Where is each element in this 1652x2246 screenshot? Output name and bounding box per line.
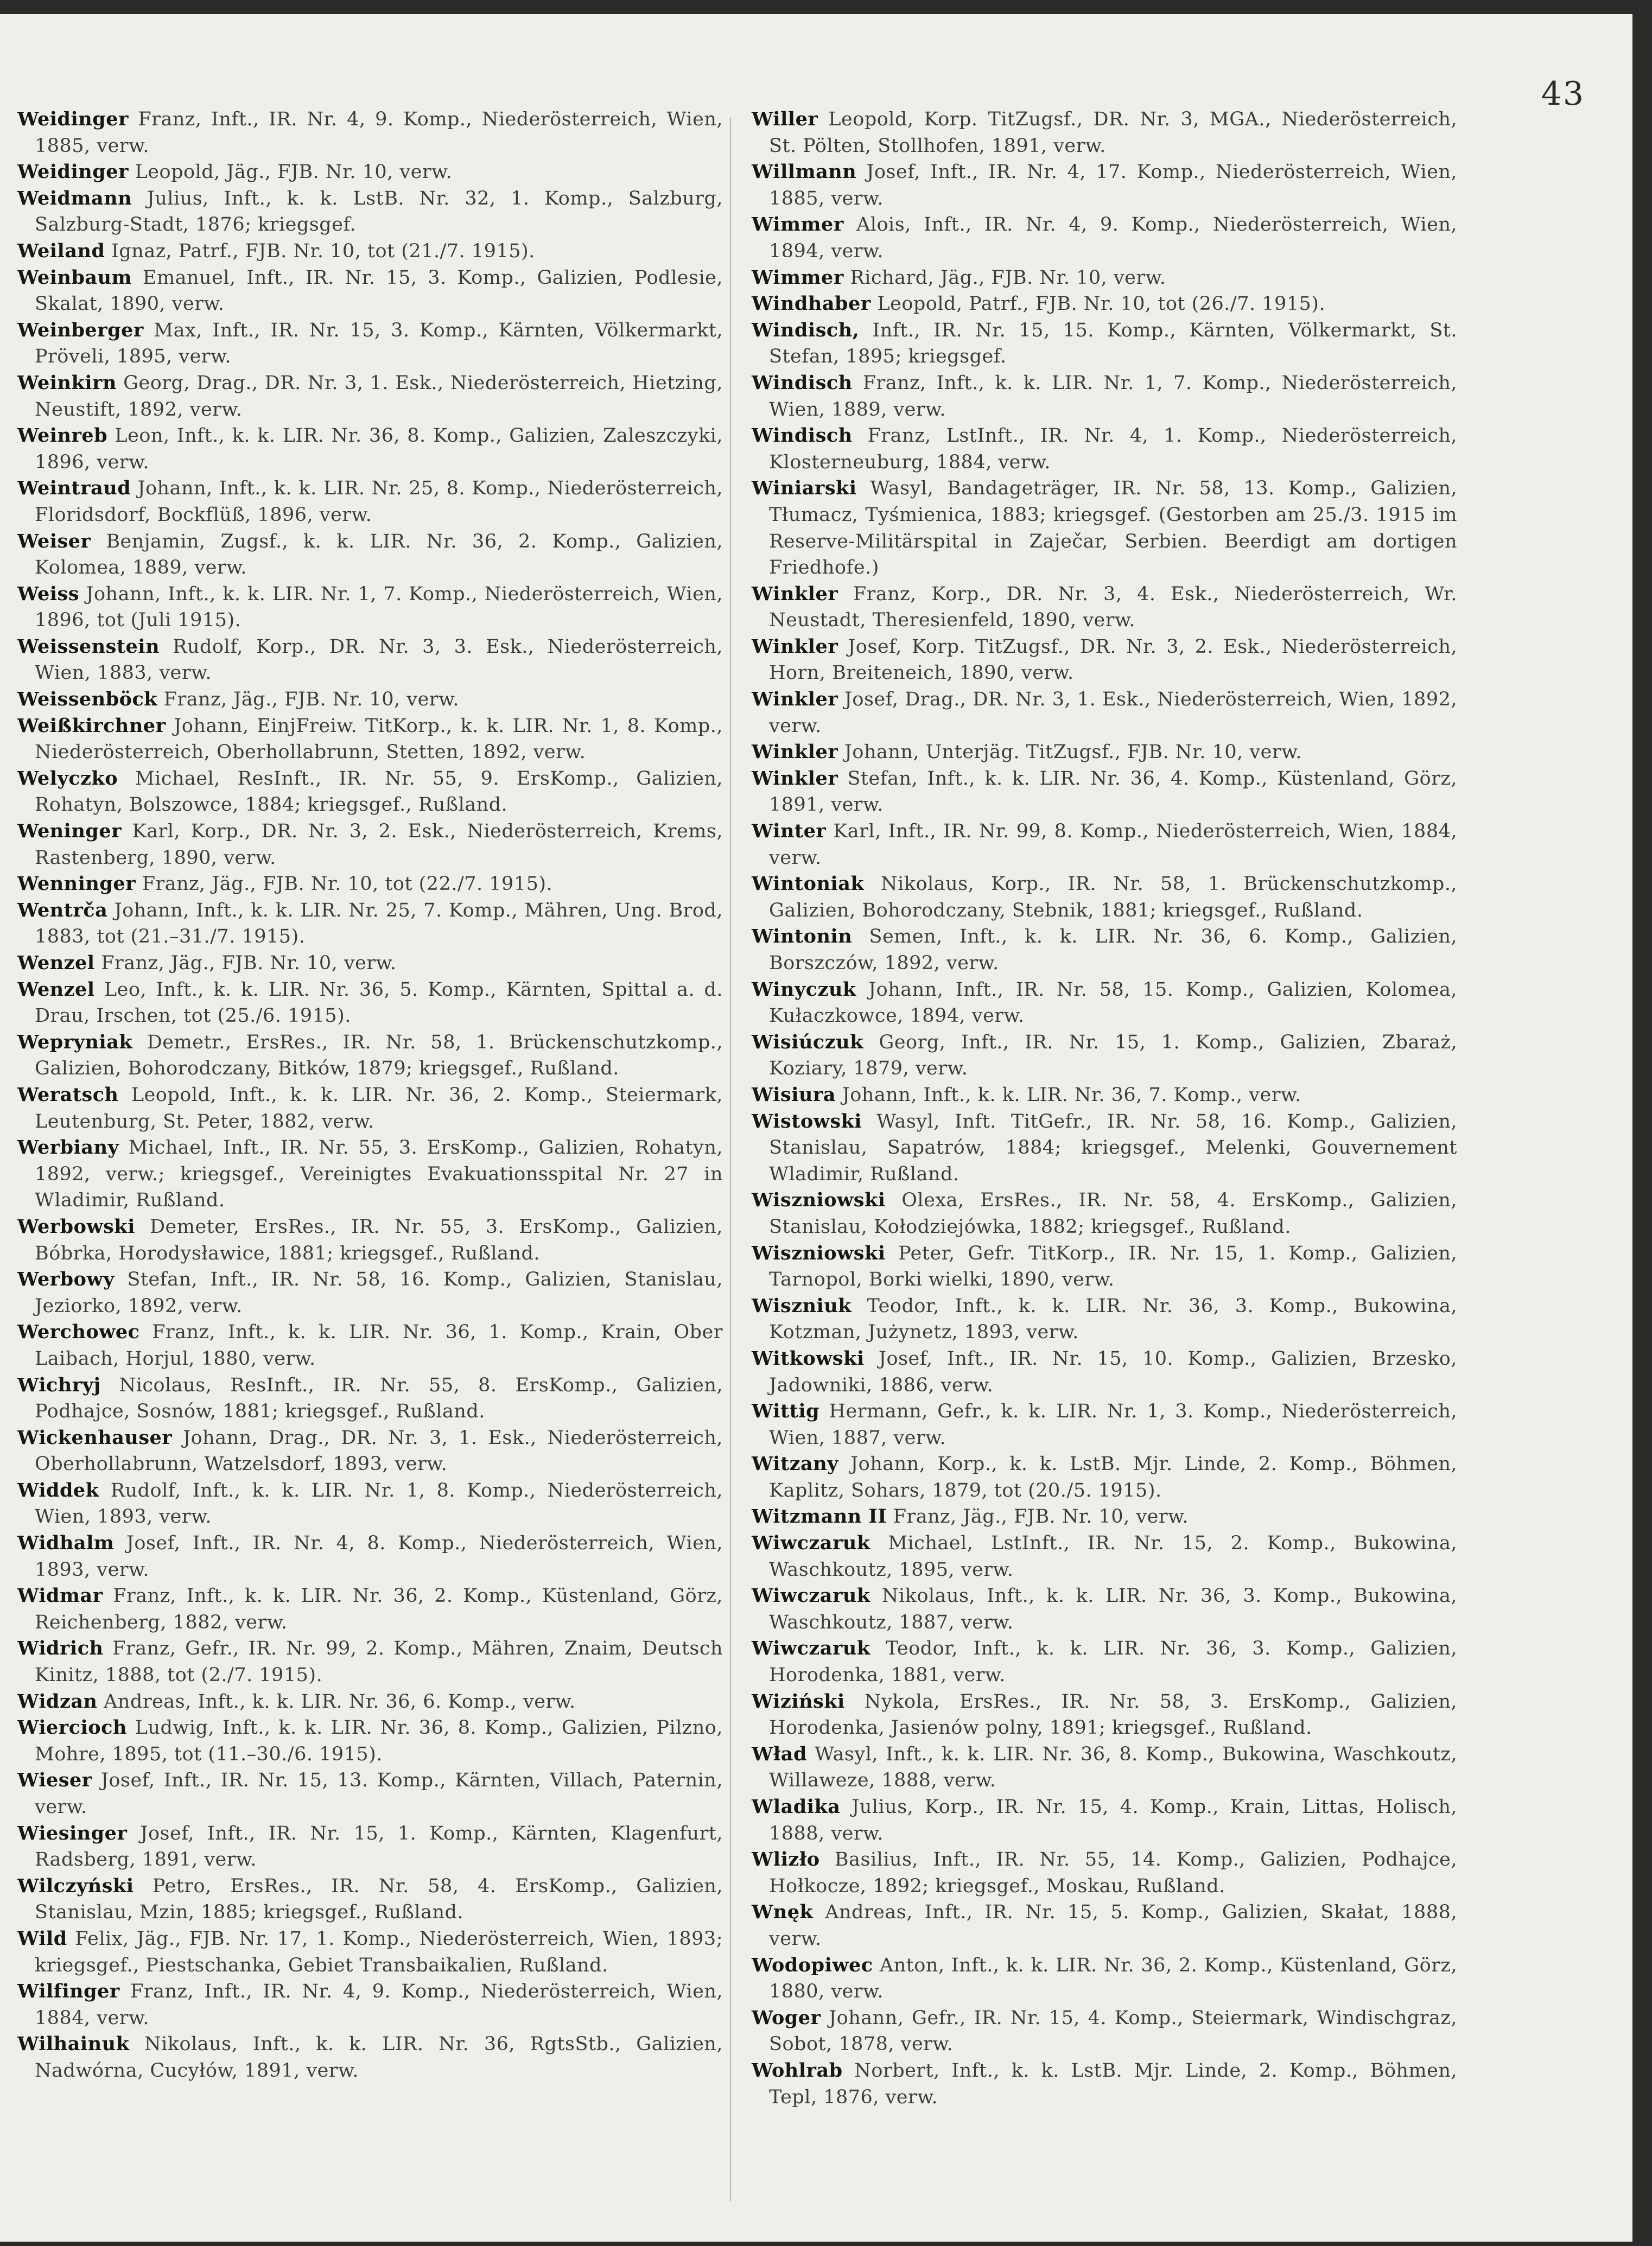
page-number: 43 — [1541, 75, 1585, 113]
entry-surname: Wiwczaruk — [752, 1532, 871, 1555]
right-column — [752, 106, 1457, 2110]
entry-surname: Weiss — [17, 582, 79, 605]
entry-surname: Werbowski — [17, 1215, 135, 1238]
register-entry — [17, 1425, 723, 1478]
entry-details: Franz, Inft., k. k. LIR. Nr. 36, 1. Komp., Krain, Ober Laibach, Horjul, 1880, verw. — [35, 1321, 723, 1370]
entry-surname: Wintoniak — [752, 873, 865, 895]
entry-surname: Weißkirchner — [17, 714, 166, 737]
register-entry — [752, 1346, 1457, 1398]
entry-details: Johann, Inft., k. k. LIR. Nr. 1, 7. Komp., Niederösterreich, Wien, 1896, tot (Juli 1915). — [35, 583, 723, 632]
entry-surname: Weiland — [17, 239, 105, 262]
register-entry — [752, 1794, 1457, 1847]
entry-surname: Wiszniowski — [752, 1189, 886, 1212]
left-column — [17, 106, 723, 2084]
register-entry — [752, 1240, 1457, 1293]
entry-details: Georg, Inft., IR. Nr. 15, 1. Komp., Galizien, Zbaraż, Koziary, 1879, verw. — [769, 1031, 1457, 1080]
register-entry — [752, 265, 1457, 291]
register-entry — [752, 686, 1457, 739]
register-entry — [752, 1847, 1457, 1899]
entry-surname: Woger — [752, 2006, 821, 2029]
entry-details: Franz, Korp., DR. Nr. 3, 4. Esk., Niederösterreich, Wr. Neustadt, Theresienfeld, 1890, verw. — [769, 583, 1457, 632]
register-entry — [17, 159, 723, 186]
register-entry — [17, 766, 723, 818]
entry-surname: Willer — [752, 108, 818, 130]
entry-surname: Wnęk — [752, 1901, 814, 1924]
register-entry — [752, 1082, 1457, 1109]
register-entry — [17, 370, 723, 423]
entry-details: Stefan, Inft., IR. Nr. 58, 16. Komp., Galizien, Stanislau, Jeziorko, 1892, verw. — [35, 1269, 723, 1317]
register-entry — [752, 1899, 1457, 1952]
entry-details: Nikolaus, Inft., k. k. LIR. Nr. 36, 3. Komp., Bukowina, Waschkoutz, 1887, verw. — [769, 1585, 1457, 1633]
register-entry — [752, 1293, 1457, 1346]
register-entry — [752, 1530, 1457, 1583]
register-entry — [752, 370, 1457, 423]
register-entry — [752, 581, 1457, 634]
entry-surname: Winkler — [752, 741, 838, 763]
entry-details: Franz, Inft., IR. Nr. 4, 9. Komp., Niederösterreich, Wien, 1885, verw. — [35, 109, 723, 157]
register-entry — [752, 1398, 1457, 1451]
entry-details: Josef, Inft., IR. Nr. 15, 1. Komp., Kärnten, Klagenfurt, Radsberg, 1891, verw. — [35, 1822, 723, 1871]
entry-details: Franz, Inft., IR. Nr. 4, 9. Komp., Niederösterreich, Wien, 1884, verw. — [35, 1981, 723, 2029]
entry-surname: Witzmann II — [752, 1505, 887, 1528]
entry-surname: Wład — [752, 1742, 807, 1765]
entry-details: Andreas, Inft., IR. Nr. 15, 5. Komp., Galizien, Skałat, 1888, verw. — [769, 1901, 1457, 1950]
entry-surname: Widrich — [17, 1637, 104, 1660]
register-entry — [752, 1187, 1457, 1240]
register-entry — [752, 818, 1457, 871]
entry-surname: Weinkirn — [17, 371, 117, 394]
register-entry — [17, 871, 723, 898]
entry-details: Franz, Inft., k. k. LIR. Nr. 36, 2. Komp., Küstenland, Görz, Reichenberg, 1882, verw. — [35, 1585, 723, 1633]
entry-details: Wasyl, Inft., k. k. LIR. Nr. 36, 8. Komp., Bukowina, Waschkoutz, Willaweze, 1888, verw. — [769, 1743, 1457, 1792]
entry-details: Leo, Inft., k. k. LIR. Nr. 36, 5. Komp., Kärnten, Spittal a. d. Drau, Irschen, tot (25./6. 1915). — [35, 978, 723, 1027]
entry-details: Johann, Inft., IR. Nr. 58, 15. Komp., Galizien, Kolomea, Kułaczkowce, 1894, verw. — [769, 978, 1457, 1027]
register-entry — [752, 212, 1457, 264]
entry-surname: Weidinger — [17, 161, 129, 183]
entry-details: Basilius, Inft., IR. Nr. 55, 14. Komp., Galizien, Podhajce, Hołkocze, 1892; kriegsgef., Moskau, Rußland. — [769, 1849, 1457, 1897]
entry-details: Josef, Drag., DR. Nr. 3, 1. Esk., Niederösterreich, Wien, 1892, verw. — [769, 689, 1457, 737]
entry-details: Karl, Korp., DR. Nr. 3, 2. Esk., Niederösterreich, Krems, Rastenberg, 1890, verw. — [35, 820, 723, 869]
entry-details: Teodor, Inft., k. k. LIR. Nr. 36, 3. Komp., Bukowina, Kotzman, Jużynetz, 1893, verw. — [769, 1295, 1457, 1344]
entry-surname: Weinreb — [17, 424, 108, 447]
entry-details: Nykola, ErsRes., IR. Nr. 58, 3. ErsKomp., Galizien, Horodenka, Jasienów polny, 1891; kriegsgef., Rußland. — [769, 1690, 1457, 1739]
register-entry — [17, 475, 723, 528]
column-divider — [730, 117, 731, 2201]
entry-details: Anton, Inft., k. k. LIR. Nr. 36, 2. Komp., Küstenland, Görz, 1880, verw. — [769, 1954, 1457, 2003]
register-entry — [17, 1530, 723, 1583]
entry-details: Semen, Inft., k. k. LIR. Nr. 36, 6. Komp., Galizien, Borszczów, 1892, verw. — [769, 926, 1457, 974]
register-entry — [752, 924, 1457, 976]
entry-details: Franz, Gefr., IR. Nr. 99, 2. Komp., Mähren, Znaim, Deutsch Kinitz, 1888, tot (2./7. 1915). — [35, 1638, 723, 1687]
entry-surname: Weinberger — [17, 319, 144, 341]
entry-surname: Wiszniowski — [752, 1242, 886, 1264]
entry-details: Julius, Korp., IR. Nr. 15, 4. Komp., Krain, Littas, Holisch, 1888, verw. — [769, 1796, 1457, 1844]
register-entry — [17, 1029, 723, 1082]
register-entry — [752, 1689, 1457, 1741]
entry-details: Josef, Inft., IR. Nr. 15, 13. Komp., Kärnten, Villach, Paternin, verw. — [35, 1770, 723, 1818]
entry-details: Wasyl, Bandageträger, IR. Nr. 58, 13. Komp., Galizien, Tłumacz, Tyśmienica, 1883; kriegsgef. (Gestorben am 25./3. 1915 im Reserve-Militärspital in Zaječar, Serbien. Beerdigt am dortigen Friedhofe.) — [769, 478, 1457, 579]
entry-surname: Wodopiwec — [752, 1954, 873, 1976]
entry-surname: Winkler — [752, 688, 838, 711]
entry-surname: Windisch — [752, 371, 853, 394]
entry-details: Hermann, Gefr., k. k. LIR. Nr. 1, 3. Komp., Niederösterreich, Wien, 1887, verw. — [769, 1401, 1457, 1449]
entry-surname: Wieser — [17, 1769, 92, 1792]
entry-surname: Wichryj — [17, 1373, 101, 1396]
entry-details: Rudolf, Inft., k. k. LIR. Nr. 1, 8. Komp., Niederösterreich, Wien, 1893, verw. — [35, 1479, 723, 1528]
entry-surname: Winkler — [752, 582, 838, 605]
register-entry — [17, 1267, 723, 1319]
register-entry — [17, 634, 723, 686]
register-entry — [752, 475, 1457, 581]
entry-details: Johann, Inft., k. k. LIR. Nr. 25, 7. Komp., Mähren, Ung. Brod, 1883, tot (21.–31./7. 1915). — [35, 899, 723, 948]
entry-details: Felix, Jäg., FJB. Nr. 17, 1. Komp., Niederösterreich, Wien, 1893; kriegsgef., Piestschanka, Gebiet Transbaikalien, Rußland. — [35, 1927, 723, 1976]
entry-details: Johann, Drag., DR. Nr. 3, 1. Esk., Niederösterreich, Oberhollabrunn, Watzelsdorf, 1893, verw. — [35, 1427, 723, 1475]
entry-surname: Wimmer — [752, 266, 844, 289]
register-entry — [752, 1504, 1457, 1530]
entry-surname: Weissenstein — [17, 635, 160, 658]
entry-details: Inft., IR. Nr. 15, 15. Komp., Kärnten, Völkermarkt, St. Stefan, 1895; kriegsgef. — [769, 319, 1457, 368]
register-entry — [752, 423, 1457, 475]
entry-details: Leopold, Korp. TitZugsf., DR. Nr. 3, MGA., Niederösterreich, St. Pölten, Stollhofen, 1891, verw. — [769, 109, 1457, 157]
entry-surname: Widzan — [17, 1690, 98, 1713]
entry-surname: Windisch — [752, 424, 853, 447]
entry-details: Franz, Inft., k. k. LIR. Nr. 1, 7. Komp., Niederösterreich, Wien, 1889, verw. — [769, 372, 1457, 421]
register-entry — [752, 1583, 1457, 1636]
register-entry — [17, 423, 723, 475]
entry-surname: Windisch, — [752, 319, 860, 341]
entry-surname: Werbiany — [17, 1136, 119, 1159]
entry-surname: Willmann — [752, 161, 857, 183]
entry-details: Richard, Jäg., FJB. Nr. 10, verw. — [850, 266, 1166, 289]
entry-surname: Wimmer — [752, 213, 844, 236]
register-entry — [17, 1873, 723, 1926]
register-entry — [752, 1952, 1457, 2005]
entry-details: Leopold, Inft., k. k. LIR. Nr. 36, 2. Komp., Steiermark, Leutenburg, St. Peter, 1882, verw. — [35, 1084, 723, 1132]
entry-surname: Wenzel — [17, 978, 95, 1001]
entry-surname: Wiszniuk — [752, 1294, 852, 1317]
entry-surname: Wintonin — [752, 925, 853, 948]
register-entry — [752, 739, 1457, 766]
entry-details: Johann, Inft., k. k. LIR. Nr. 25, 8. Komp., Niederösterreich, Floridsdorf, Bockflüß, 1896, verw. — [35, 478, 723, 526]
register-entry — [752, 159, 1457, 212]
entry-surname: Wild — [17, 1927, 67, 1950]
entry-details: Demeter, ErsRes., IR. Nr. 55, 3. ErsKomp., Galizien, Bóbrka, Horodysławice, 1881; kriegsgef., Rußland. — [35, 1216, 723, 1264]
entry-details: Johann, Korp., k. k. LstB. Mjr. Linde, 2. Komp., Böhmen, Kaplitz, Sohars, 1879, tot (20./5. 1915). — [769, 1453, 1457, 1501]
entry-surname: Werbowy — [17, 1268, 115, 1291]
entry-surname: Wisiúczuk — [752, 1030, 863, 1053]
register-entry — [17, 1767, 723, 1820]
entry-details: Franz, Jäg., FJB. Nr. 10, tot (22./7. 1915). — [142, 873, 553, 895]
register-entry — [17, 529, 723, 581]
entry-details: Emanuel, Inft., IR. Nr. 15, 3. Komp., Galizien, Podlesie, Skalat, 1890, verw. — [35, 266, 723, 315]
entry-details: Peter, Gefr. TitKorp., IR. Nr. 15, 1. Komp., Galizien, Tarnopol, Borki wielki, 1890, verw. — [769, 1242, 1457, 1291]
register-entry — [17, 1636, 723, 1688]
register-entry — [752, 871, 1457, 924]
entry-details: Johann, EinjFreiw. TitKorp., k. k. LIR. Nr. 1, 8. Komp., Niederösterreich, Oberhollabrunn, Stetten, 1892, verw. — [35, 715, 723, 763]
register-entry — [17, 186, 723, 238]
entry-details: Max, Inft., IR. Nr. 15, 3. Komp., Kärnten, Völkermarkt, Pröveli, 1895, verw. — [35, 319, 723, 368]
entry-details: Michael, ResInft., IR. Nr. 55, 9. ErsKomp., Galizien, Rohatyn, Bolszowce, 1884; kriegsgef., Rußland. — [35, 767, 723, 816]
register-entry — [17, 1478, 723, 1530]
entry-details: Michael, LstInft., IR. Nr. 15, 2. Komp., Bukowina, Waschkoutz, 1895, verw. — [769, 1532, 1457, 1581]
register-entry — [17, 818, 723, 871]
register-entry — [17, 950, 723, 977]
register-entry — [17, 1214, 723, 1267]
entry-details: Stefan, Inft., k. k. LIR. Nr. 36, 4. Komp., Küstenland, Görz, 1891, verw. — [769, 767, 1457, 816]
register-entry — [752, 1029, 1457, 1082]
entry-details: Leon, Inft., k. k. LIR. Nr. 36, 8. Komp., Galizien, Zaleszczyki, 1896, verw. — [35, 425, 723, 473]
entry-surname: Wlizło — [752, 1848, 820, 1871]
register-entry — [17, 898, 723, 950]
register-entry — [17, 1926, 723, 1978]
entry-details: Josef, Inft., IR. Nr. 15, 10. Komp., Galizien, Brzesko, Jadowniki, 1886, verw. — [769, 1347, 1457, 1396]
register-entry — [17, 1319, 723, 1372]
register-entry — [752, 317, 1457, 370]
entry-surname: Weissenböck — [17, 688, 158, 711]
book-page — [0, 14, 1632, 2242]
register-entry — [17, 106, 723, 159]
entry-details: Nikolaus, Inft., k. k. LIR. Nr. 36, RgtsStb., Galizien, Nadwórna, Cucyłów, 1891, verw. — [35, 2033, 723, 2082]
entry-surname: Wiercioch — [17, 1716, 127, 1739]
entry-details: Benjamin, Zugsf., k. k. LIR. Nr. 36, 2. Komp., Galizien, Kolomea, 1889, verw. — [35, 530, 723, 579]
entry-surname: Weintraud — [17, 477, 131, 500]
entry-surname: Weinbaum — [17, 266, 132, 289]
register-entry — [17, 1689, 723, 1715]
register-entry — [17, 977, 723, 1029]
entry-surname: Winiarski — [752, 477, 857, 500]
entry-surname: Wohlrab — [752, 2059, 843, 2082]
entry-surname: Wistowski — [752, 1110, 862, 1132]
register-entry — [752, 2058, 1457, 2110]
entry-surname: Wiwczaruk — [752, 1585, 871, 1607]
entry-details: Rudolf, Korp., DR. Nr. 3, 3. Esk., Niederösterreich, Wien, 1883, verw. — [35, 635, 723, 684]
entry-surname: Widhalm — [17, 1532, 115, 1555]
entry-surname: Weninger — [17, 820, 122, 843]
entry-details: Johann, Unterjäg. TitZugsf., FJB. Nr. 10, verw. — [844, 741, 1302, 763]
register-entry — [17, 1082, 723, 1135]
entry-details: Josef, Korp. TitZugsf., DR. Nr. 3, 2. Esk., Niederösterreich, Horn, Breiteneich, 1890, verw. — [769, 635, 1457, 684]
register-entry — [17, 1821, 723, 1873]
entry-surname: Witzany — [752, 1453, 838, 1475]
entry-surname: Wickenhauser — [17, 1426, 173, 1449]
entry-details: Michael, Inft., IR. Nr. 55, 3. ErsKomp., Galizien, Rohatyn, 1892, verw.; kriegsgef., Vereinigtes Evakuationsspital Nr. 27 in Wladimir, Rußland. — [35, 1137, 723, 1212]
register-entry — [17, 686, 723, 713]
entry-details: Julius, Inft., k. k. LstB. Nr. 32, 1. Komp., Salzburg, Salzburg-Stadt, 1876; kriegsgef. — [35, 187, 723, 236]
entry-surname: Winkler — [752, 767, 838, 790]
entry-surname: Wisiura — [752, 1083, 836, 1106]
register-entry — [752, 2005, 1457, 2058]
entry-surname: Winyczuk — [752, 978, 856, 1001]
entry-surname: Windhaber — [752, 292, 871, 315]
entry-surname: Winter — [752, 820, 827, 843]
entry-surname: Wilczyński — [17, 1874, 134, 1897]
entry-surname: Weidmann — [17, 187, 132, 209]
register-entry — [17, 1715, 723, 1767]
entry-details: Karl, Inft., IR. Nr. 99, 8. Komp., Niederösterreich, Wien, 1884, verw. — [769, 820, 1457, 869]
register-entry — [752, 634, 1457, 686]
entry-surname: Wentrča — [17, 899, 108, 921]
register-entry — [17, 2031, 723, 2084]
entry-surname: Widmar — [17, 1585, 103, 1607]
entry-details: Wasyl, Inft. TitGefr., IR. Nr. 58, 16. Komp., Galizien, Stanislau, Sapatrów, 1884; kriegsgef., Melenki, Gouvernement Wladimir, Rußland. — [769, 1110, 1457, 1185]
entry-details: Georg, Drag., DR. Nr. 3, 1. Esk., Niederösterreich, Hietzing, Neustift, 1892, verw. — [35, 372, 723, 421]
entry-details: Franz, Jäg., FJB. Nr. 10, verw. — [893, 1506, 1189, 1528]
entry-surname: Wilfinger — [17, 1980, 120, 2003]
register-entry — [752, 977, 1457, 1029]
register-entry — [17, 238, 723, 265]
entry-details: Franz, Jäg., FJB. Nr. 10, verw. — [101, 952, 397, 974]
entry-surname: Werchowec — [17, 1321, 140, 1344]
entry-surname: Wenninger — [17, 873, 136, 895]
entry-details: Demetr., ErsRes., IR. Nr. 58, 1. Brückenschutzkomp., Galizien, Bohorodczany, Bitków, 1879; kriegsgef., Rußland. — [35, 1031, 723, 1080]
entry-surname: Wladika — [752, 1796, 841, 1818]
register-entry — [17, 265, 723, 317]
entry-surname: Weiser — [17, 530, 91, 552]
entry-surname: Wenzel — [17, 952, 95, 974]
entry-surname: Wepryniak — [17, 1030, 133, 1053]
entry-details: Teodor, Inft., k. k. LIR. Nr. 36, 3. Komp., Galizien, Horodenka, 1881, verw. — [769, 1638, 1457, 1687]
register-entry — [17, 317, 723, 370]
entry-surname: Welyczko — [17, 767, 118, 790]
entry-surname: Winkler — [752, 635, 838, 658]
register-entry — [752, 1741, 1457, 1794]
entry-details: Johann, Inft., k. k. LIR. Nr. 36, 7. Komp., verw. — [842, 1084, 1301, 1106]
entry-details: Johann, Gefr., IR. Nr. 15, 4. Komp., Steiermark, Windischgraz, Sobot, 1878, verw. — [769, 2007, 1457, 2056]
entry-details: Nikolaus, Korp., IR. Nr. 58, 1. Brückenschutzkomp., Galizien, Bohorodczany, Stebnik, 1881; kriegsgef., Rußland. — [769, 873, 1457, 921]
entry-surname: Wilhainuk — [17, 2033, 130, 2056]
register-entry — [752, 1451, 1457, 1504]
entry-surname: Weidinger — [17, 108, 129, 130]
entry-details: Andreas, Inft., k. k. LIR. Nr. 36, 6. Komp., verw. — [104, 1690, 576, 1713]
entry-details: Alois, Inft., IR. Nr. 4, 9. Komp., Niederösterreich, Wien, 1894, verw. — [769, 214, 1457, 262]
register-entry — [752, 291, 1457, 317]
entry-details: Norbert, Inft., k. k. LstB. Mjr. Linde, 2. Komp., Böhmen, Tepl, 1876, verw. — [769, 2059, 1457, 2108]
entry-details: Ludwig, Inft., k. k. LIR. Nr. 36, 8. Komp., Galizien, Pilzno, Mohre, 1895, tot (11.–30./6. 1915). — [35, 1717, 723, 1765]
entry-details: Petro, ErsRes., IR. Nr. 58, 4. ErsKomp., Galizien, Stanislau, Mzin, 1885; kriegsgef., Rußland. — [35, 1875, 723, 1924]
entry-surname: Wiziński — [752, 1690, 845, 1713]
entry-surname: Wiesinger — [17, 1822, 128, 1844]
entry-details: Nicolaus, ResInft., IR. Nr. 55, 8. ErsKomp., Galizien, Podhajce, Sosnów, 1881; kriegsgef., Rußland. — [35, 1374, 723, 1423]
register-entry — [17, 1135, 723, 1214]
register-entry — [752, 1636, 1457, 1688]
register-entry — [752, 106, 1457, 159]
entry-details: Franz, LstInft., IR. Nr. 4, 1. Komp., Niederösterreich, Klosterneuburg, 1884, verw. — [769, 425, 1457, 473]
entry-details: Leopold, Patrf., FJB. Nr. 10, tot (26./7. 1915). — [877, 293, 1326, 315]
register-entry — [17, 713, 723, 766]
entry-surname: Widdek — [17, 1479, 99, 1501]
entry-details: Olexa, ErsRes., IR. Nr. 58, 4. ErsKomp., Galizien, Stanislau, Kołodziejówka, 1882; kriegsgef., Rußland. — [769, 1189, 1457, 1238]
entry-surname: Wiwczaruk — [752, 1637, 871, 1660]
register-entry — [752, 766, 1457, 818]
register-entry — [17, 1978, 723, 2031]
register-entry — [752, 1109, 1457, 1188]
entry-surname: Wittig — [752, 1400, 820, 1423]
entry-details: Leopold, Jäg., FJB. Nr. 10, verw. — [135, 161, 453, 183]
entry-surname: Weratsch — [17, 1083, 119, 1106]
entry-details: Ignaz, Patrf., FJB. Nr. 10, tot (21./7. 1915). — [111, 240, 535, 262]
entry-surname: Witkowski — [752, 1347, 865, 1370]
entry-details: Franz, Jäg., FJB. Nr. 10, verw. — [163, 689, 459, 711]
register-entry — [17, 1583, 723, 1636]
register-entry — [17, 1372, 723, 1425]
entry-details: Josef, Inft., IR. Nr. 4, 8. Komp., Niederösterreich, Wien, 1893, verw. — [35, 1532, 723, 1581]
register-entry — [17, 581, 723, 634]
entry-details: Josef, Inft., IR. Nr. 4, 17. Komp., Niederösterreich, Wien, 1885, verw. — [769, 161, 1457, 209]
